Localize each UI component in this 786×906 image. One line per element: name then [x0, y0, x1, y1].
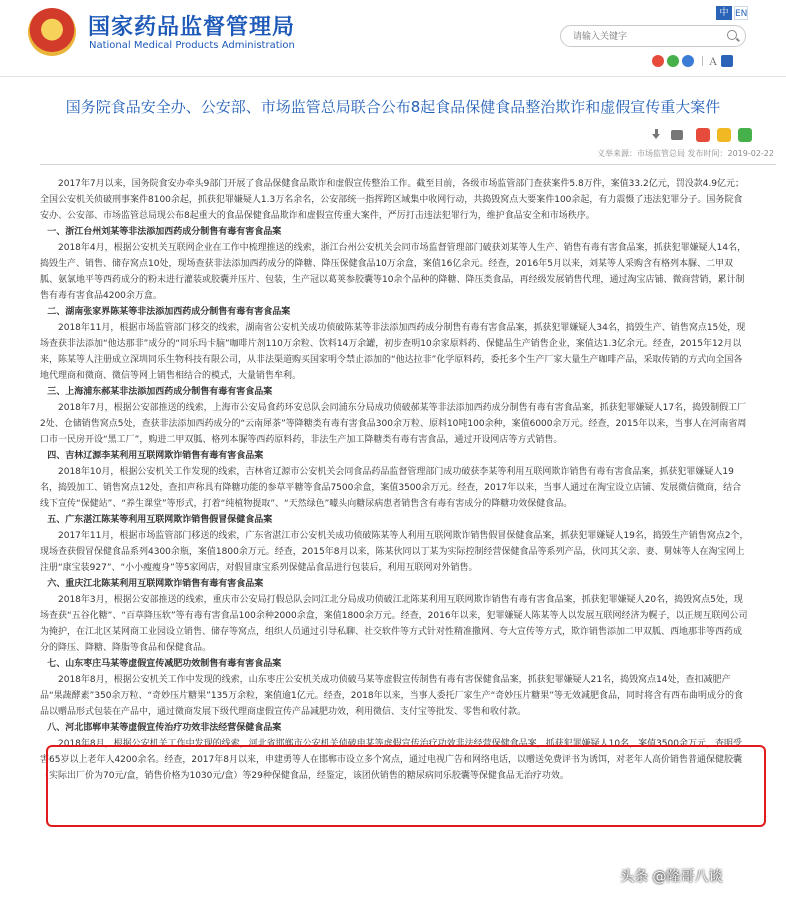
case-heading: 一、浙江台州刘某等非法添加西药成分制售有毒有害食品案	[47, 227, 282, 237]
case-heading: 八、河北邯郸申某等虚假宣传治疗功效非法经营保健食品案	[47, 723, 282, 733]
case-heading: 三、上海浦东郝某非法添加西药成分制售有毒有害食品案	[47, 387, 273, 397]
search-input[interactable]	[571, 29, 725, 45]
accessibility-icon[interactable]: Ａ	[708, 57, 718, 68]
weibo-share-icon[interactable]	[652, 55, 664, 67]
site-name-cn: 国家药品监督管理局	[88, 15, 296, 40]
weibo-share-icon[interactable]	[696, 128, 710, 142]
case-heading: 六、重庆江北陈某利用互联网欺诈销售有毒有害食品案	[47, 579, 264, 589]
case-heading: 五、广东湛江陈某等利用互联网欺诈销售假冒保健食品案	[47, 515, 273, 525]
case-heading: 四、吉林辽源李某利用互联网欺诈销售有毒有害食品案	[47, 451, 264, 461]
article-body	[40, 176, 750, 784]
lang-en-button[interactable]: EN	[734, 6, 748, 20]
watermark: 头条 @隆哥八谈	[620, 869, 723, 885]
case-paragraph: 2018年4月，根据公安机关互联网企业在工作中梳理推送的线索，浙江台州公安机关会同市场监督管理部门破获刘某等人生产、销售有毒有害食品案，抓获犯罪嫌疑人14名，捣毁生产、销售、储存窝点10处，现场查获非法添加西药成分的降糖、降压保健食品10万余盒，案值16亿余元。经查，2016年5月以来，刘某等人采购含有格列本脲、二甲双胍、氨氯地平等西药成分的粉末进行灌装或胶囊并压片、包装，生产冠以葛荚参胶囊等10余个品种的降糖、降压类食品，再经级发展销售代理，通过淘宝店铺、微商营销，累计制售有毒有害食品4200余万盒。	[40, 243, 747, 301]
case-paragraph: 2018年7月，根据公安部推送的线索，上海市公安局食药环安总队会同浦东分局成功侦破郝某等非法添加西药成分制售有毒有害食品案，抓获犯罪嫌疑人17名，捣毁制假工厂2处、仓储销售窝点5处，查获非法添加西药成分的“云南犀茶”等降糖类有毒有害食品300余万粒、原料10吨100余种，案值6000余万元。经查，2015年以来，当事人在河南省周口市一民房开设“黑工厂”，购进二甲双胍、格列本脲等西药原料药，非法生产加工降糖类有毒有害食品，通过开设网店等方式销售。	[40, 403, 747, 445]
site-header	[0, 0, 786, 76]
wechat-share-icon[interactable]	[738, 128, 752, 142]
header-divider	[0, 76, 786, 77]
intro-paragraph: 2017年7月以来，国务院食安办牵头9部门开展了食品保健食品欺诈和虚假宣传整治工作。截至目前，各级市场监管部门查获案件5.8万件，案值33.2亿元，罚没款4.9亿元；全国公安机关侦破刑事案件8100余起，抓获犯罪嫌疑人1.3万名余名，公安部统一指挥跨区域集中收网行动，共捣毁窝点大要案件100余起，有力震慑了违法犯罪分子。国务院食安办、公安部、市场监管总局现公布8起重大的食品保健食品欺诈和虚假宣传重大案件，严厉打击违法犯罪行为，维护食品安全和市场秩序。	[40, 179, 745, 221]
share-bar	[652, 50, 736, 68]
case-paragraph: 2017年11月，根据市场监管部门移送的线索，广东省湛江市公安机关成功侦破陈某等人利用互联网欺诈销售假冒保健食品案，抓获犯罪嫌疑人19名，捣毁生产销售窝点2个，现场查获假冒保健食品系列4300余瓶，案值1800余万元。经查，2015年8月以来，陈某伙同以丁某为实际控制经营保健食品等系列产品，伙同其父亲、妻、舅妹等人在淘宝网上注册“康宝装927”、“小小瘦瘦身”等5家网店，对假冒康宝系列保健品食品进行包装后，利用互联网对外销售。	[40, 531, 749, 573]
article-meta: 义举来源：市场监管总局 发布时间：2019-02-22	[596, 149, 774, 158]
divider	[702, 56, 703, 66]
search-box[interactable]	[560, 25, 746, 47]
case-paragraph: 2018年3月，根据公安部推送的线索，重庆市公安局打假总队会同江北分局成功侦破江北陈某利用互联网欺诈销售有毒有害食品案，抓获犯罪嫌疑人20名，捣毁窝点5处，现场查获“五谷化糖”、“百草降压软”等有毒有害食品100余种2000余盒，案值1800余万元。经查，2016年以来，犯罪嫌疑人陈某等人以发展互联网经济为幌子，以正规互联网公司为掩护，在江北区某网商工业园设立销售、储存等窝点，组织人员通过引导私聊、社交软件等方式针对性精准撒网、夸大宣传等方式，欺诈销售添加二甲双胍、西地那非等西药成分的降压、降糖、降脂等食品和保健食品。	[40, 595, 748, 653]
lang-cn-button[interactable]: 中	[716, 6, 732, 20]
download-icon[interactable]	[652, 129, 661, 140]
case-paragraph: 2018年8月，根据公安机关工作中发现的线索，山东枣庄公安机关成功侦破马某等虚假宣传制售有毒有害保健食品案，抓获犯罪嫌疑人21名，捣毁窝点14处，查扣减肥产品“果蔬酵素”350余万粒、“奇妙压片糖果”135万余粒，案值逾1亿元。经查，2018年以来，当事人委托厂家生产“奇妙压片糖果”等无效减肥食品，同时将含有西布曲明成分的食品以赠品形式包装在产品中，通过微商发展下级代理商虚假宣传产品减肥功效，利用微信、支付宝等批发、零售和收付款。	[40, 675, 743, 717]
article-tools	[652, 124, 752, 140]
case-paragraph: 2018年8月，根据公安机关工作中发现的线索，河北省邯郸市公安机关侦破申某等虚假宣传治疗功效非法经营保健食品案，抓获犯罪嫌疑人10名，案值3500余万元，查明受害65岁以上老年人4200余名。经查，2017年8月以来，申建勇等人在邯郸市设立多个窝点，通过电视广告和网络电话，以赠送免费评书为诱饵，对老年人高价销售普通保健胶囊（实际出厂价为70元/盒，销售价格为1030元/盒）等29种保健食品，经鉴定，该团伙销售的糖尿病同乐胶囊等保健食品无治疗功效。	[40, 739, 742, 781]
mobile-icon[interactable]	[721, 55, 733, 67]
site-name-en: National Medical Products Administration	[89, 40, 295, 51]
national-emblem-logo	[28, 8, 76, 56]
highlight-box	[46, 745, 766, 827]
article-title: 国务院食品安全办、公安部、市场监管总局联合公布8起食品保健食品整治欺诈和虚假宣传重大案件	[65, 98, 721, 116]
print-icon[interactable]	[671, 130, 683, 140]
search-icon[interactable]	[727, 30, 737, 40]
case-paragraph: 2018年11月，根据市场监管部门移交的线索，湖南省公安机关成功侦破陈某等非法添加西药成分制售有毒有害食品案，抓获犯罪嫌疑人34名，捣毁生产、销售窝点15处，现场查获非法添加“他达那非”成分的“同乐玛卡脑”咖啡片剂110万余粒、饮料14万余罐，初步查明10余家原料药、保健品生产销售企业，案值达1.3亿余元。经查，2015年12月以来，陈某等人注册成立深圳同乐生物科技有限公司，从非法渠道购买国家明令禁止添加的“他达拉非”化学原料药，委托多个生产厂家大量生产咖啡产品，采取传销的方式向全国各地代理商和微商、微信等网上销售相结合的模式，大量销售牟利。	[40, 323, 746, 381]
favorite-icon[interactable]	[717, 128, 731, 142]
case-heading: 七、山东枣庄马某等虚假宣传减肥功效制售有毒有害食品案	[47, 659, 282, 669]
wechat-share-icon[interactable]	[667, 55, 679, 67]
case-heading: 二、湖南张家界陈某等非法添加西药成分制售有毒有害食品案	[47, 307, 291, 317]
qq-share-icon[interactable]	[682, 55, 694, 67]
case-paragraph: 2018年10月，根据公安机关工作发现的线索，吉林省辽源市公安机关会同食品药品监督管理部门成功破获李某等利用互联网欺诈销售有毒有害食品案，抓获犯罪嫌疑人19名，捣毁加工、销售窝点12处，查扣声称具有降糖功能的参草平糖等食品7500余盒，案值3500余万元。经查，2017年以来，当事人通过在淘宝设立店铺、发展微信微商，结合线下宣传“保健站”、“养生课堂”等形式，打着“纯植物提取”、“天然绿色”噱头向糖尿病患者销售含有毒有害成分的降糖功效保健食品。	[40, 467, 742, 509]
meta-divider	[40, 164, 776, 165]
